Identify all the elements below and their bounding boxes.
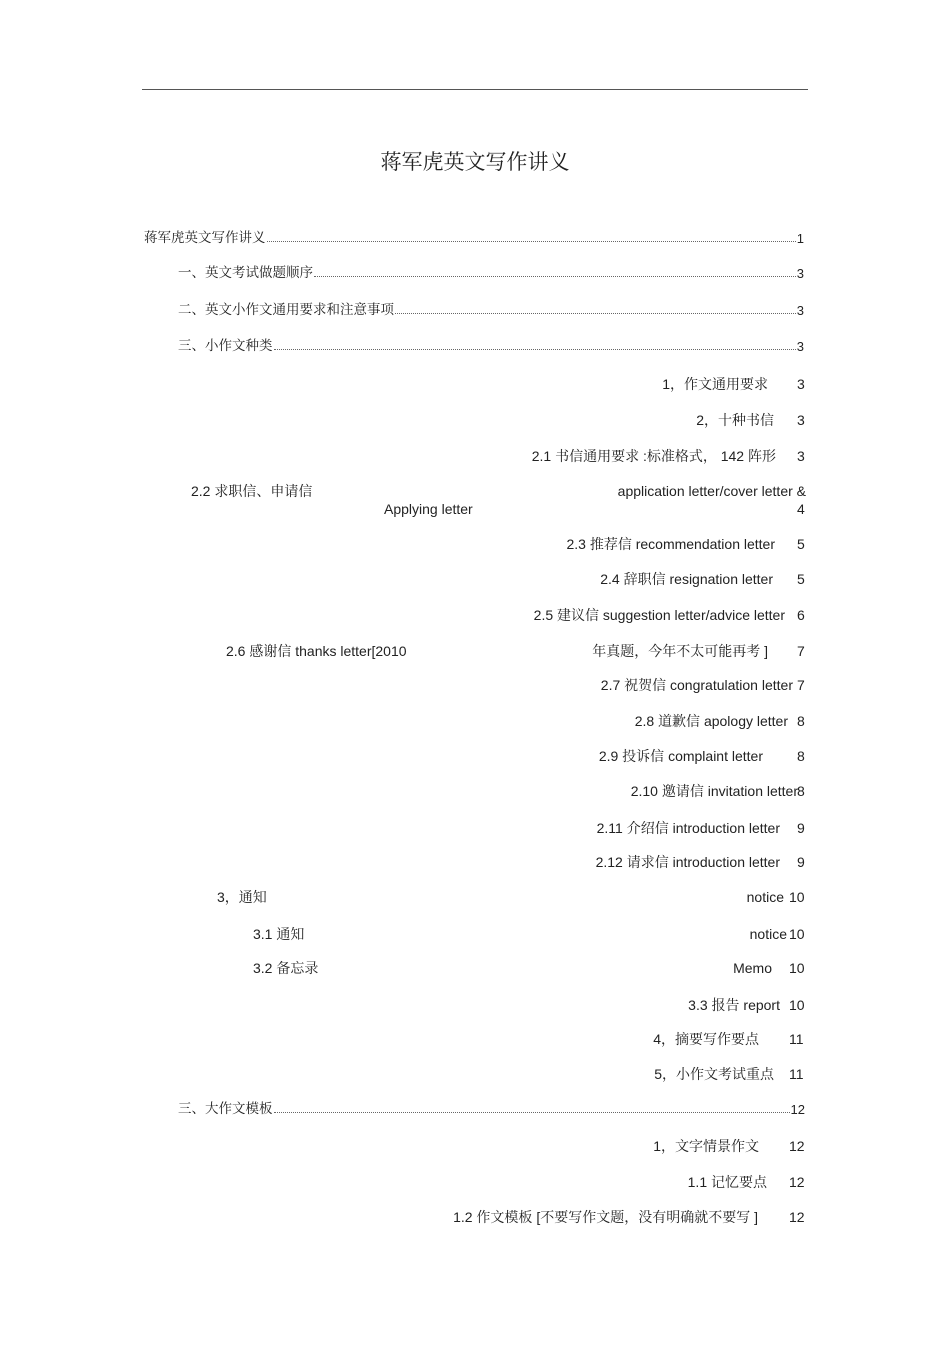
toc-entry-page: 3: [797, 376, 805, 392]
toc-entry-label: 一、英文考试做题顺序: [178, 265, 313, 281]
toc-entry-page: 7: [797, 677, 805, 693]
toc-entry-text[interactable]: 1，文字情景作文: [653, 1138, 759, 1154]
toc-entry-text[interactable]: 5，小作文考试重点: [654, 1066, 774, 1082]
toc-entry-page: 5: [797, 536, 805, 552]
toc-entry-page: 3: [796, 339, 804, 354]
toc-entry-page: 8: [797, 713, 805, 729]
toc-entry-text[interactable]: 2.2 求职信、申请信: [191, 483, 313, 499]
toc-entry-section-3[interactable]: [178, 336, 804, 354]
toc-entry-text[interactable]: 3.2 备忘录: [253, 960, 319, 976]
toc-entry-page: 4: [797, 501, 805, 517]
toc-entry-page: 12: [789, 1138, 805, 1154]
toc-entry-section-big[interactable]: [178, 1099, 805, 1117]
toc-entry-page: 11: [789, 1031, 804, 1047]
toc-entry-section-1[interactable]: [178, 263, 804, 281]
toc-entry-text[interactable]: 2.9 投诉信 complaint letter: [598, 748, 763, 764]
toc-entry-page: 10: [789, 889, 805, 905]
toc-entry-page: 7: [797, 643, 805, 659]
toc-entry-text[interactable]: 1，作文通用要求: [662, 376, 768, 392]
dot-leader: [274, 349, 796, 350]
toc-entry-text[interactable]: 2，十种书信: [696, 412, 774, 428]
dot-leader: [274, 1112, 790, 1113]
toc-entry-page: 11: [789, 1066, 804, 1082]
dot-leader: [314, 276, 796, 277]
toc-entry-text[interactable]: 3.1 通知: [253, 926, 305, 942]
toc-entry-text[interactable]: 3.3 报告 report: [688, 997, 780, 1013]
toc-entry-text[interactable]: 1.2 作文模板 [不要写作文题，没有明确就不要写 ]: [453, 1209, 758, 1225]
toc-entry-text[interactable]: 3，通知: [217, 889, 267, 905]
toc-entry-text-en[interactable]: application letter/cover letter &: [617, 483, 806, 499]
toc-entry-page: 1: [796, 231, 804, 246]
toc-entry-section-2[interactable]: [178, 300, 804, 318]
toc-entry-page: 8: [797, 748, 805, 764]
toc-entry-text[interactable]: 2.11 介绍信 introduction letter: [596, 820, 780, 836]
toc-entry-text[interactable]: 2.8 道歉信 apology letter: [634, 713, 788, 729]
toc-entry-page: 3: [796, 303, 804, 318]
toc-entry-text-en[interactable]: notice: [749, 926, 787, 942]
dot-leader: [395, 313, 796, 314]
toc-entry-page: 3: [797, 448, 805, 464]
toc-entry-label: 三、小作文种类: [178, 338, 273, 354]
document-title: 蒋军虎英文写作讲义: [380, 150, 570, 174]
toc-entry-text[interactable]: 2.12 请求信 introduction letter: [595, 854, 780, 870]
toc-entry-page: 10: [789, 960, 805, 976]
toc-entry-page: 3: [796, 266, 804, 281]
toc-entry-text-en[interactable]: Applying letter: [384, 501, 473, 517]
toc-entry-page: 5: [797, 571, 805, 587]
toc-entry-page: 12: [790, 1102, 805, 1117]
header-rule: [142, 89, 808, 90]
dot-leader: [267, 241, 796, 242]
toc-entry-text[interactable]: 2.7 祝贺信 congratulation letter: [600, 677, 793, 693]
toc-entry-page: 8: [797, 783, 805, 799]
toc-entry-text-en[interactable]: notice: [746, 889, 784, 905]
toc-entry-label: 蒋军虎英文写作讲义: [144, 230, 266, 246]
toc-entry-main[interactable]: [144, 228, 804, 246]
toc-entry-label: 三、大作文模板: [178, 1101, 273, 1117]
toc-entry-page: 9: [797, 854, 805, 870]
toc-entry-page: 6: [797, 607, 805, 623]
toc-entry-text[interactable]: 4，摘要写作要点: [653, 1031, 759, 1047]
toc-entry-page: 10: [789, 997, 805, 1013]
toc-entry-text[interactable]: 2.10 邀请信 invitation letter: [630, 783, 798, 799]
toc-entry-text[interactable]: 2.4 辞职信 resignation letter: [600, 571, 773, 587]
toc-entry-page: 12: [789, 1209, 805, 1225]
toc-entry-page: 9: [797, 820, 805, 836]
toc-entry-page: 10: [789, 926, 805, 942]
toc-entry-text[interactable]: 1.1 记忆要点: [687, 1174, 767, 1190]
toc-entry-page: 12: [789, 1174, 805, 1190]
toc-entry-text[interactable]: 2.1 书信通用要求 :标准格式， 142 阵形: [531, 448, 776, 464]
toc-entry-text[interactable]: 2.6 感谢信 thanks letter[2010: [226, 643, 407, 659]
toc-entry-text[interactable]: 2.3 推荐信 recommendation letter: [566, 536, 775, 552]
toc-entry-text-en[interactable]: Memo: [733, 960, 772, 976]
toc-entry-text[interactable]: 2.5 建议信 suggestion letter/advice letter: [533, 607, 785, 623]
toc-entry-page: 3: [797, 412, 805, 428]
toc-entry-label: 二、英文小作文通用要求和注意事项: [178, 302, 394, 318]
toc-entry-text[interactable]: 年真题，今年不太可能再考 ]: [592, 643, 768, 659]
